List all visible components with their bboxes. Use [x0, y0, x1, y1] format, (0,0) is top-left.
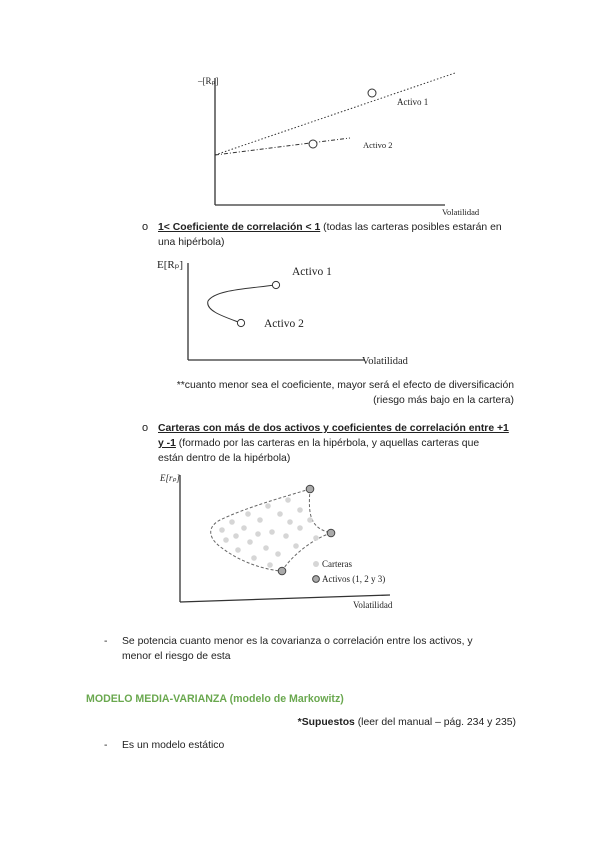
dash1-line-2: menor el riesgo de esta	[122, 651, 231, 662]
fig2-label-activo-2: Activo 2	[264, 318, 304, 330]
bullet-o: o	[142, 422, 149, 434]
point-activo-2	[309, 140, 317, 148]
supuestos-text: (leer del manual – pág. 234 y 235)	[354, 717, 516, 728]
fig2-xlabel: Volatilidad	[362, 356, 408, 367]
item1-text: (todas las carteras posibles estarán en una hipérbola)	[158, 222, 502, 248]
supuestos-line	[200, 715, 516, 730]
chart-linear	[190, 70, 490, 220]
fig3-xlabel: Volatilidad	[353, 600, 393, 610]
fig3-ylabel: E[rₚ]	[160, 473, 180, 483]
line-activo-1	[215, 73, 455, 155]
fig1-xlabel: Volatilidad	[442, 207, 480, 217]
asset-point-2	[327, 529, 335, 537]
fig1-label-activo-2: Activo 2	[363, 140, 393, 150]
dash-marker: -	[104, 636, 108, 647]
dash-marker: -	[104, 740, 108, 751]
item2-paragraph	[158, 421, 528, 466]
line-activo-2	[215, 138, 350, 155]
legend-marker-activos	[313, 576, 320, 583]
chart-multi-asset	[160, 470, 400, 610]
item2-heading-line-1: Carteras con más de dos activos y coeficientes de correlación entre +1	[158, 423, 509, 434]
note-line-1: **cuanto menor sea el coeficiente, mayor será el efecto de diversificación	[176, 380, 514, 391]
dash2-text: Es un modelo estático	[122, 740, 225, 751]
dash1-line-1: Se potencia cuanto menor es la covarianza o correlación entre los activos, y	[122, 636, 473, 647]
item2-text-line-2: (formado por las carteras en la hipérbola, y aquellas carteras que	[175, 438, 480, 449]
point-activo-1	[272, 281, 279, 288]
item2-heading-line-2: y -1	[158, 438, 176, 449]
item1-heading: 1< Coeficiente de correlación < 1	[158, 222, 321, 233]
asset-point-1	[306, 485, 314, 493]
item1-paragraph	[158, 220, 518, 250]
fig3-legend-carteras: Carteras	[322, 559, 352, 569]
fig1-ylabel: –[Rₚ]	[198, 76, 219, 86]
fig3-legend-activos: Activos (1, 2 y 3)	[322, 574, 386, 584]
legend-marker-carteras	[313, 561, 319, 567]
item2-text-line-3: están dentro de la hipérbola)	[158, 453, 291, 464]
fig1-label-activo-1: Activo 1	[397, 97, 429, 107]
point-activo-1	[368, 89, 376, 97]
supuestos-bold: *Supuestos	[297, 717, 355, 728]
portfolio-dots	[219, 497, 319, 568]
fig2-label-activo-1: Activo 1	[292, 266, 332, 278]
chart-hyperbola	[150, 255, 400, 370]
point-activo-2	[237, 319, 244, 326]
section-title: MODELO MEDIA-VARIANZA (modelo de Markowitz)	[86, 693, 344, 705]
bullet-o: o	[142, 221, 149, 233]
note-line-2: (riesgo más bajo en la cartera)	[373, 395, 514, 406]
asset-point-3	[278, 567, 286, 575]
fig2-ylabel: E[Rₚ]	[157, 259, 184, 271]
